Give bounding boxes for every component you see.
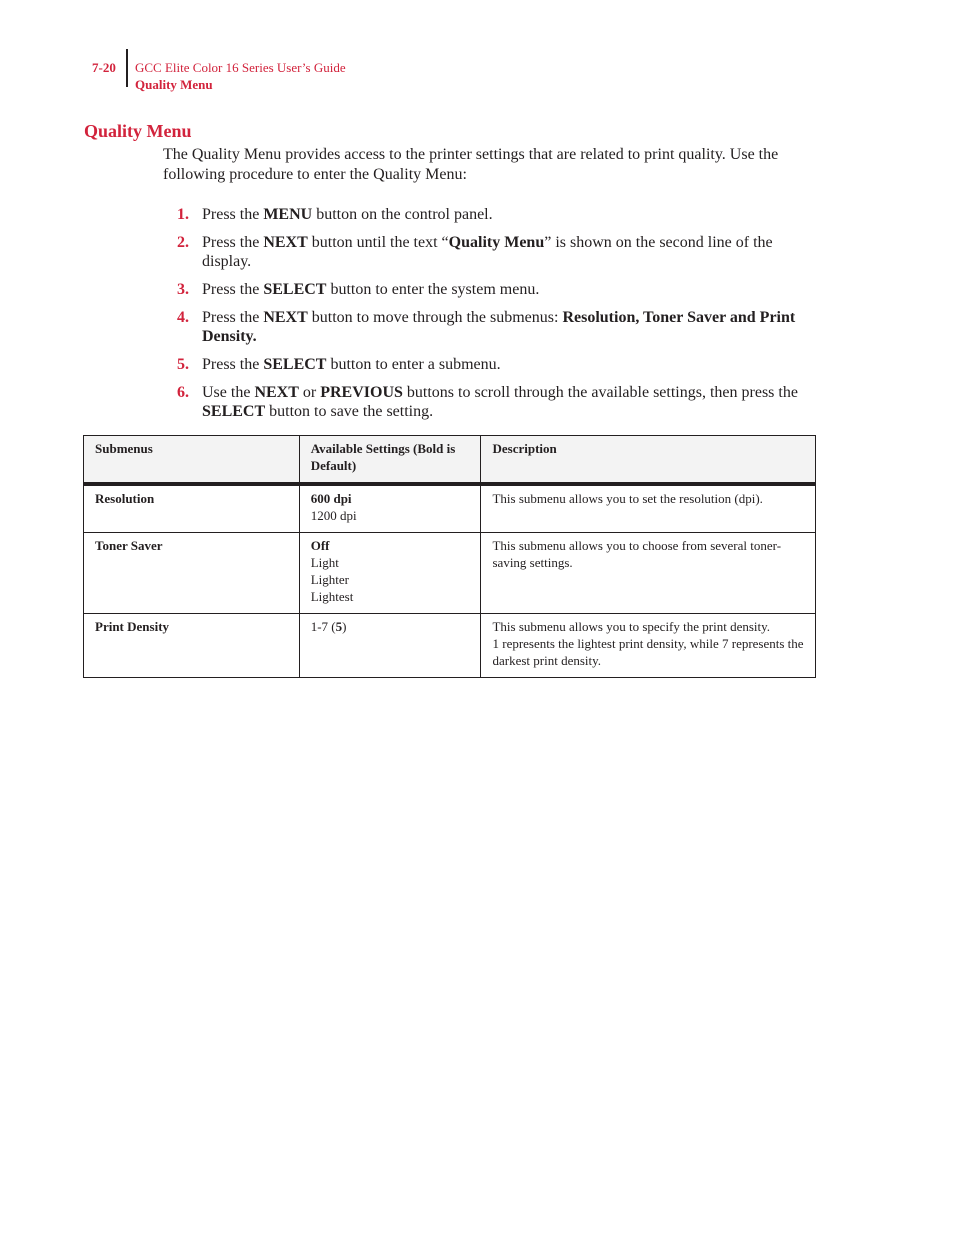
setting-default: Off: [310, 538, 330, 553]
header-divider: [126, 49, 128, 87]
setting-option: Light: [310, 555, 339, 570]
key-select: SELECT: [263, 281, 327, 298]
step-number: 2.: [177, 234, 189, 251]
step-number: 3.: [177, 281, 189, 298]
step-text: Use the: [202, 384, 255, 401]
step-number: 5.: [177, 356, 189, 373]
page-header: [0, 0, 954, 100]
settings-cell: [299, 533, 481, 614]
step-text: buttons to scroll through the available settings, then press the: [402, 384, 798, 401]
setting-option: Lighter: [310, 572, 349, 587]
step-text: button to save the setting.: [265, 403, 434, 420]
table-row: [84, 484, 816, 533]
step-text: button on the control panel.: [312, 206, 493, 223]
page-number: 7-20: [92, 60, 116, 75]
submenu-list: Resolution, Toner Saver and Print Density.: [202, 309, 796, 345]
key-previous: PREVIOUS: [320, 384, 403, 401]
intro-paragraph: The Quality Menu provides access to the printer settings that are related to print quality. Use the following procedure to enter the Quality Menu:: [163, 146, 779, 183]
key-menu: MENU: [263, 206, 313, 223]
step-text: button to move through the submenus:: [307, 309, 563, 326]
column-header-settings: Available Settings (Bold is Default): [299, 436, 481, 485]
table-header: [84, 436, 816, 485]
key-select: SELECT: [202, 403, 266, 420]
step-text: Press the: [202, 356, 264, 373]
submenu-cell: Toner Saver: [84, 533, 300, 614]
key-next: NEXT: [263, 309, 308, 326]
step-text: button to enter a submenu.: [326, 356, 501, 373]
description-cell: This submenu allows you to choose from several toner-saving settings.: [481, 533, 816, 614]
step-text: Press the: [202, 206, 264, 223]
step-text: button to enter the system menu.: [326, 281, 540, 298]
guide-title: GCC Elite Color 16 Series User’s Guide: [135, 60, 346, 75]
step-6: [163, 383, 823, 421]
key-next: NEXT: [254, 384, 299, 401]
table-row: [84, 614, 816, 678]
setting-option: Lightest: [310, 589, 354, 604]
step-5: [163, 355, 823, 374]
step-text: ” is shown on the second line of the display.: [202, 234, 773, 270]
table-row: [84, 533, 816, 614]
step-4: [163, 308, 823, 346]
step-text: Press the: [202, 309, 264, 326]
column-header-submenus: Submenus: [84, 436, 300, 485]
setting-range-end: ): [342, 619, 347, 634]
step-text: Press the: [202, 281, 264, 298]
header-row: [84, 436, 816, 485]
menu-name: Quality Menu: [448, 234, 545, 251]
step-2: [163, 233, 823, 271]
submenu-cell: Resolution: [84, 484, 300, 533]
quality-menu-table: [83, 435, 816, 678]
key-select: SELECT: [263, 356, 327, 373]
setting-default: 5: [335, 619, 343, 634]
step-text: or: [298, 384, 321, 401]
description-line: This submenu allows you to specify the print density.: [492, 619, 771, 634]
section-heading: Quality Menu: [84, 121, 192, 141]
column-header-description: Description: [481, 436, 816, 485]
submenu-cell: Print Density: [84, 614, 300, 678]
setting-default: 600 dpi: [310, 491, 352, 506]
step-number: 1.: [177, 206, 189, 223]
description-cell: This submenu allows you to set the resolution (dpi).: [481, 484, 816, 533]
setting-option: 1200 dpi: [310, 508, 357, 523]
step-text: Press the: [202, 234, 264, 251]
procedure-steps: [163, 205, 823, 430]
step-3: [163, 280, 823, 299]
step-number: 4.: [177, 309, 189, 326]
settings-cell: [299, 614, 481, 678]
key-next: NEXT: [263, 234, 308, 251]
step-number: 6.: [177, 384, 189, 401]
description-line: 1 represents the lightest print density, while 7 represents the darkest print density.: [492, 636, 804, 668]
setting-range: 1-7 (: [310, 619, 336, 634]
settings-cell: [299, 484, 481, 533]
running-section-title: Quality Menu: [135, 77, 213, 92]
description-cell: [481, 614, 816, 678]
step-text: button until the text “: [307, 234, 449, 251]
step-1: [163, 205, 823, 224]
